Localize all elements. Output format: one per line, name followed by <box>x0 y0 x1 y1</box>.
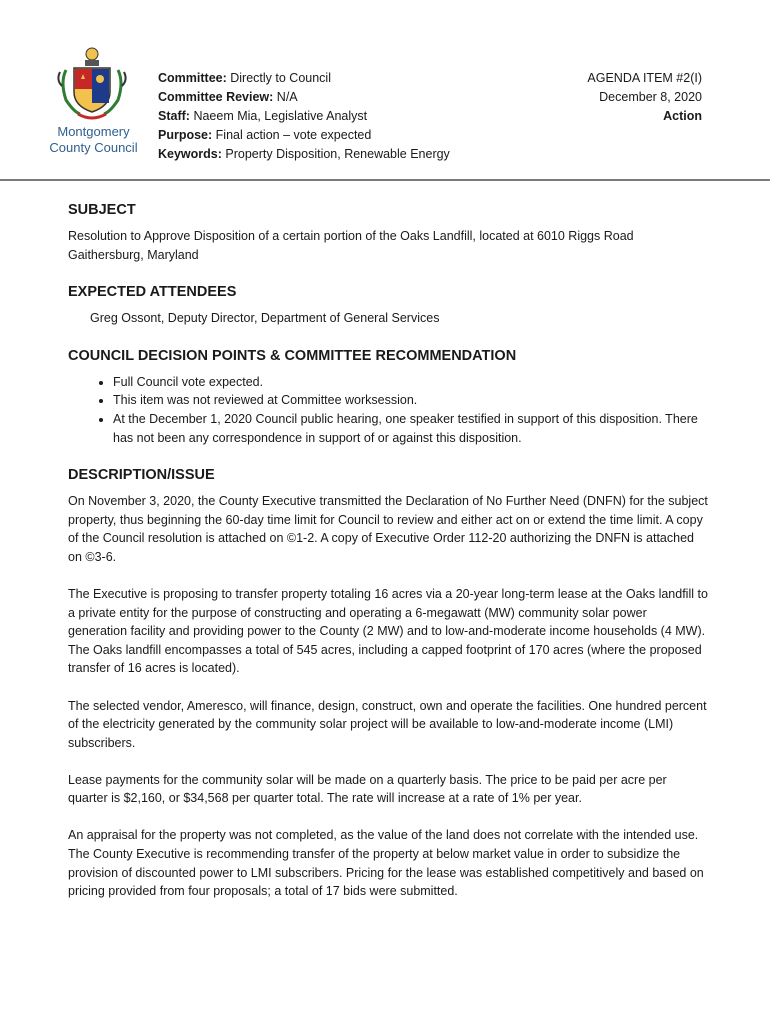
review-row: Committee Review: N/A <box>158 90 298 104</box>
document-header <box>0 0 770 182</box>
agenda-info <box>587 69 702 126</box>
county-seal-icon <box>52 42 132 122</box>
list-item: • This item was not reviewed at Committee worksession. <box>113 391 708 410</box>
description-paragraph: On November 3, 2020, the County Executive transmitted the Declaration of No Further Need (DNFN) for the subject property, thus beginning the 60-day time limit for Council to review and either act on or extend the time limit. A copy of the Council resolution is attached on ©1-2. A copy of Executive Order 112-20 authorizing the DNFN is attached on ©3-6. <box>68 494 708 564</box>
list-item: • At the December 1, 2020 Council public hearing, one speaker testified in support of this disposition. There has not been any correspondence in support of or against this disposition. <box>113 410 708 447</box>
subject-section <box>68 200 708 264</box>
decision-list <box>68 373 708 447</box>
keywords-value: Property Disposition, Renewable Energy <box>225 147 450 161</box>
org-name <box>36 124 151 156</box>
attendees-section <box>68 282 708 328</box>
keywords-row: Keywords: Property Disposition, Renewable Energy <box>158 147 450 161</box>
decision-section <box>68 346 708 447</box>
description-paragraph: The selected vendor, Ameresco, will finance, design, construct, own and operate the facilities. One hundred percent of the electricity generated by the community solar project will be available to low-and-moderate income (LMI) subscribers. <box>68 698 707 750</box>
purpose-row: Purpose: Final action – vote expected <box>158 128 372 142</box>
description-paragraph: An appraisal for the property was not completed, as the value of the land does not correlate with the intended use. The County Executive is recommending transfer of the property at below market value in order to subsidize the provision of discounted power to LMI subscribers. Pricing for the lease was established competitively and based on pricing provided from four proposals; a total of 17 bids were submitted. <box>68 828 704 899</box>
purpose-value: Final action – vote expected <box>215 128 372 142</box>
description-section <box>68 465 708 901</box>
decision-heading: COUNCIL DECISION POINTS & COMMITTEE RECOMMENDATION <box>68 347 517 364</box>
description-paragraph: Lease payments for the community solar will be made on a quarterly basis. The price to be paid per acre per quarter is $2,160, or $34,568 per quarter total. The rate will increase at a rate of 1% per year. <box>68 772 667 806</box>
staff-row: Staff: Naeem Mia, Legislative Analyst <box>158 109 368 123</box>
subject-text: Resolution to Approve Disposition of a certain portion of the Oaks Landfill, located at 6010 Riggs Road Gaithersburg, Maryland <box>68 229 634 262</box>
attendees-heading: EXPECTED ATTENDEES <box>68 284 237 301</box>
document-body <box>68 200 708 919</box>
committee-info <box>158 69 450 164</box>
meeting-date: December 8, 2020 <box>599 90 702 104</box>
committee-value: Directly to Council <box>230 71 331 85</box>
description-heading: DESCRIPTION/ISSUE <box>68 467 215 484</box>
header-divider <box>0 179 770 181</box>
agenda-item: AGENDA ITEM #2(I) <box>587 71 702 85</box>
staff-value: Naeem Mia, Legislative Analyst <box>193 109 368 123</box>
attendees-text: Greg Ossont, Deputy Director, Department of General Services <box>90 311 440 326</box>
org-name-line1: Montgomery <box>57 124 130 139</box>
review-value: N/A <box>276 90 298 104</box>
subject-heading: SUBJECT <box>68 202 136 218</box>
list-item: • Full Council vote expected. <box>113 373 708 392</box>
action-label: Action <box>663 109 702 123</box>
description-paragraph: The Executive is proposing to transfer property totaling 16 acres via a 20-year long-term lease at the Oaks landfill to a private entity for the purpose of constructing and operating a 6-megawatt (MW) community solar power generation facility and providing power to the County (2 MW) and to low-and-moderate income households (4 MW). The Oaks landfill encompasses a total of 545 acres, including a capped footprint of 170 acres (where the proposed transfer of 16 acres is located). <box>68 587 708 676</box>
org-name-line2: County Council <box>49 140 138 155</box>
committee-row: Committee: Directly to Council <box>158 71 331 85</box>
